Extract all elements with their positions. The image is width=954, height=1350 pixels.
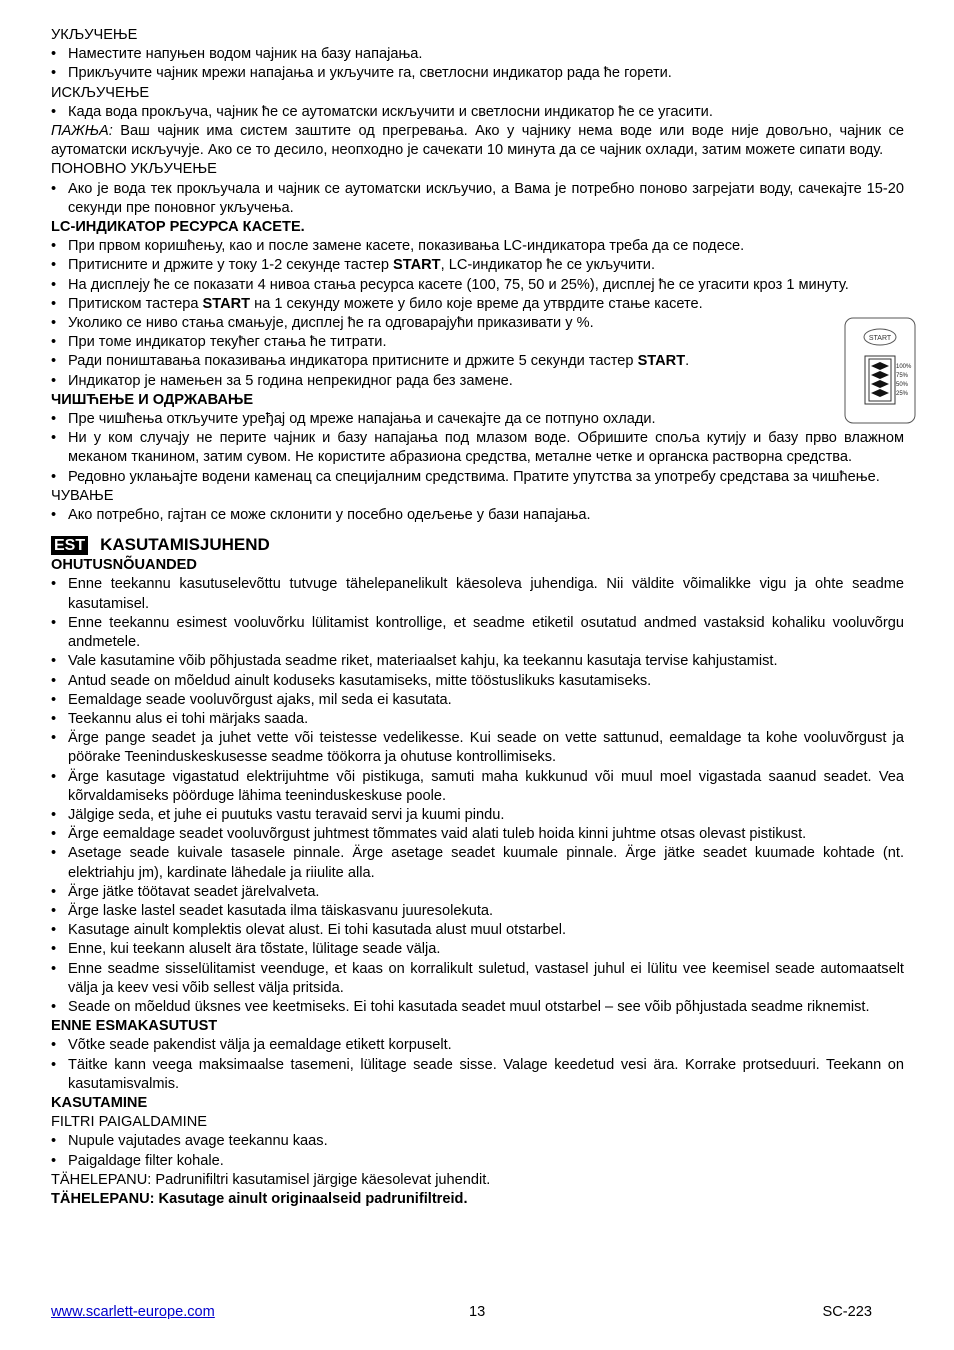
list-item: • Притисните и држите у току 1-2 секунде тастер START, LC-индикатор ће се укључити. bbox=[51, 256, 904, 275]
level-label-75: 75% bbox=[896, 373, 909, 379]
section-heading-iskljucenje: ИСКЉУЧЕЊЕ bbox=[51, 84, 150, 101]
page-number: 13 bbox=[469, 1304, 486, 1320]
section-heading-lc-indicator: LC-ИНДИКАТОР РЕСУРСА КАСЕТЕ. bbox=[51, 219, 305, 236]
list-item: • Võtke seade pakendist välja ja eemaldage etikett korpuselt. bbox=[51, 1036, 904, 1055]
section-heading-usage: KASUTAMINE bbox=[51, 1094, 148, 1111]
list-item: • Ни у ком случају не перите чајник и базу напајања под млазом воде. Обришите споља кутију и базу прво влажном меканом тканином, затим сувом. Не користите абразиона средства, металне четке и органска растворна средства. bbox=[51, 429, 904, 467]
list-ukljucenje bbox=[51, 45, 904, 83]
section-heading-ponovno: ПОНОВНО УКЉУЧЕЊЕ bbox=[51, 161, 217, 178]
list-item: • На дисплеју ће се показати 4 нивоа стања ресурса касете (100, 75, 50 и 25%), дисплеј ће се угасити кроз 1 минуту. bbox=[51, 276, 904, 295]
est-section-title bbox=[51, 534, 904, 556]
start-button-label: START bbox=[868, 335, 892, 342]
warning-text: Ваш чајник има систем заштите од прегревања. Ако у чајнику нема воде или воде није довољно, чајник се аутоматски искључује. Ако се то десило, неопходно је сачекати 10 минута да се чајник охлади, затим можете сипати воду. bbox=[51, 123, 904, 159]
list-item: • Притиском тастера START на 1 секунду можете у било које време да утврдите стање касете. bbox=[51, 295, 828, 314]
list-item: • Ärge jätke töötavat seadet järelvalveta. bbox=[51, 883, 904, 902]
list-item: • Paigaldage filter kohale. bbox=[51, 1152, 904, 1171]
language-badge: EST bbox=[51, 536, 88, 555]
list-item: • Уколико се ниво стања смањује, дисплеј ће га одговарајући приказивати у %. bbox=[51, 314, 828, 333]
list-item: • Ärge pange seadet ja juhet vette või teistesse vedelikesse. Kui seade on vette sattunud, eemaldage ta kohe vooluvõrgust ja pöörake Teeninduskeskusesse seadme töökorra ja ohutuse kontrollimiseks. bbox=[51, 729, 904, 767]
lc-indicator-illustration bbox=[844, 317, 916, 424]
list-safety bbox=[51, 575, 904, 1017]
list-item: • При првом коришћењу, као и после замене касете, показивања LC-индикатора треба да се подесе. bbox=[51, 237, 904, 256]
list-item: • Ради поништавања показивања индикатора притисните и држите 5 секунди тастер START. bbox=[51, 352, 828, 371]
list-item: • Antud seade on mõeldud ainult koduseks kasutamiseks, mitte tööstuslikuks kasutamiseks. bbox=[51, 672, 904, 691]
list-item: • Прикључите чајник мрежи напајања и укључите га, светлосни индикатор рада ће горети. bbox=[51, 64, 904, 83]
list-iskljucenje bbox=[51, 103, 904, 122]
section-heading-first-use: ENNE ESMAKASUTUST bbox=[51, 1018, 218, 1035]
list-item: • Ако потребно, гајтан се може склонити у посебно одељење у бази напајања. bbox=[51, 506, 904, 525]
list-item: • Seade on mõeldud üksnes vee keetmiseks. Ei tohi kasutada seadet muul otstarbel – see võib põhjustada seadme riknemist. bbox=[51, 998, 904, 1017]
list-item: • Пре чишћења откључите уређај од мреже напајања и сачекајте да се потпуно охлади. bbox=[51, 410, 904, 429]
level-label-100: 100% bbox=[896, 364, 912, 370]
list-item: • Kasutage ainult komplektis olevat alust. Ei tohi kasutada alust muul otstarbel. bbox=[51, 921, 904, 940]
section-heading-ukljucenje: УКЉУЧЕЊЕ bbox=[51, 27, 138, 43]
list-item: • Ärge eemaldage seadet vooluvõrgust juhtmest tõmmates vaid alati tuleb hoida kinni juhtme otsas olevast pistikust. bbox=[51, 825, 904, 844]
list-ponovno bbox=[51, 180, 904, 218]
section-heading-cleaning: ЧИШЋЕЊЕ И ОДРЖАВАЊЕ bbox=[51, 391, 254, 408]
warning-label: ПАЖЊА: bbox=[51, 123, 113, 140]
list-item: • Jälgige seda, et juhe ei puutuks vastu teravaid servi ja kuumi pindu. bbox=[51, 806, 904, 825]
list-item: • Täitke kann veega maksimaalse tasemeni, lülitage seade sisse. Valage keedetud vesi ära. Korrake protseduuri. Teekann on kasutamisvalmis. bbox=[51, 1056, 904, 1094]
section-heading-filter: FILTRI PAIGALDAMINE bbox=[51, 1114, 207, 1131]
list-item: • Индикатор је намењен за 5 година непрекидног рада без замене. bbox=[51, 372, 828, 391]
list-item: • Enne, kui teekann aluselt ära tõstate, lülitage seade välja. bbox=[51, 940, 904, 959]
list-item: • Наместите напуњен водом чајник на базу напајања. bbox=[51, 45, 904, 64]
note-original-filters: TÄHELEPANU: Kasutage ainult originaalseid padrunifiltreid. bbox=[51, 1190, 468, 1207]
list-item: • Редовно уклањајте водени каменац са специјалним средствима. Пратите упутства за употребу средстава за чишћење. bbox=[51, 468, 904, 487]
note-cartridge: TÄHELEPANU: Padrunifiltri kasutamisel järgige käesolevat juhendit. bbox=[51, 1171, 491, 1188]
list-item: • При томе индикатор текућег стања ће титрати. bbox=[51, 333, 828, 352]
level-label-50: 50% bbox=[896, 382, 909, 388]
manual-title: KASUTAMISJUHEND bbox=[100, 535, 270, 555]
list-item: • Enne teekannu esimest vooluvõrku lülitamist kontrollige, et seadme etiketil osutatud andmed vastaksid kohaliku vooluvõrgu andmetele. bbox=[51, 614, 904, 652]
list-item: • Asetage seade kuivale tasasele pinnale. Ärge asetage seadet kuumale pinnale. Ärge jätke seadet kuumade kohtade (nt. elektriahju jm), kardinate lähedale ja riiulite alla. bbox=[51, 844, 904, 882]
website-link[interactable]: www.scarlett-europe.com bbox=[51, 1304, 215, 1320]
list-item: • Ärge kasutage vigastatud elektrijuhtme või pistikuga, samuti maha kukkunud või muul moel vigastada saanud seadet. Vea kõrvaldamiseks pöörduge lähima teeninduskeskuse poole. bbox=[51, 768, 904, 806]
lc-indicator-drawing bbox=[844, 317, 916, 424]
list-storage bbox=[51, 506, 904, 525]
list-item: • Vale kasutamine võib põhjustada seadme riket, materiaalset kahju, ka teekannu kasutaja tervise kahjustamist. bbox=[51, 652, 904, 671]
list-lc-indicator bbox=[51, 237, 904, 391]
list-item: • Ärge laske lastel seadet kasutada ilma täiskasvanu juuresolekuta. bbox=[51, 902, 904, 921]
list-item: • Eemaldage seade vooluvõrgust ajaks, mil seda ei kasutata. bbox=[51, 691, 904, 710]
list-item: • Ако је вода тек прокључала и чајник се аутоматски искључио, а Вама је потребно поново загрејати воду, сачекајте 15-20 секунди пре поновног укључења. bbox=[51, 180, 904, 218]
page-content bbox=[51, 26, 904, 1209]
list-filter bbox=[51, 1132, 904, 1170]
list-item: • Enne seadme sisselülitamist veenduge, et kaas on korralikult suletud, vastasel juhul ei lülitu vee keemisel seade automaatselt välja ja keev vesi võib sellest välja pritsida. bbox=[51, 960, 904, 998]
section-heading-storage: ЧУВАЊЕ bbox=[51, 487, 114, 504]
section-heading-safety: OHUTUSNÕUANDED bbox=[51, 557, 197, 574]
list-item: • Teekannu alus ei tohi märjaks saada. bbox=[51, 710, 904, 729]
list-cleaning bbox=[51, 410, 904, 487]
model-number: SC-223 bbox=[822, 1304, 872, 1320]
warning-paragraph bbox=[51, 122, 904, 160]
level-label-25: 25% bbox=[896, 391, 909, 397]
page-footer bbox=[51, 1304, 904, 1324]
list-item: • Nupule vajutades avage teekannu kaas. bbox=[51, 1132, 904, 1151]
list-first-use bbox=[51, 1036, 904, 1094]
list-item: • Када вода прокључа, чајник ће се аутоматски искључити и светлосни индикатор ће се угасити. bbox=[51, 103, 904, 122]
list-item: • Enne teekannu kasutuselevõttu tutvuge tähelepanelikult käesoleva juhendiga. Nii väldite võimalikke vigu ja ohte seadme kasutamisel. bbox=[51, 575, 904, 613]
